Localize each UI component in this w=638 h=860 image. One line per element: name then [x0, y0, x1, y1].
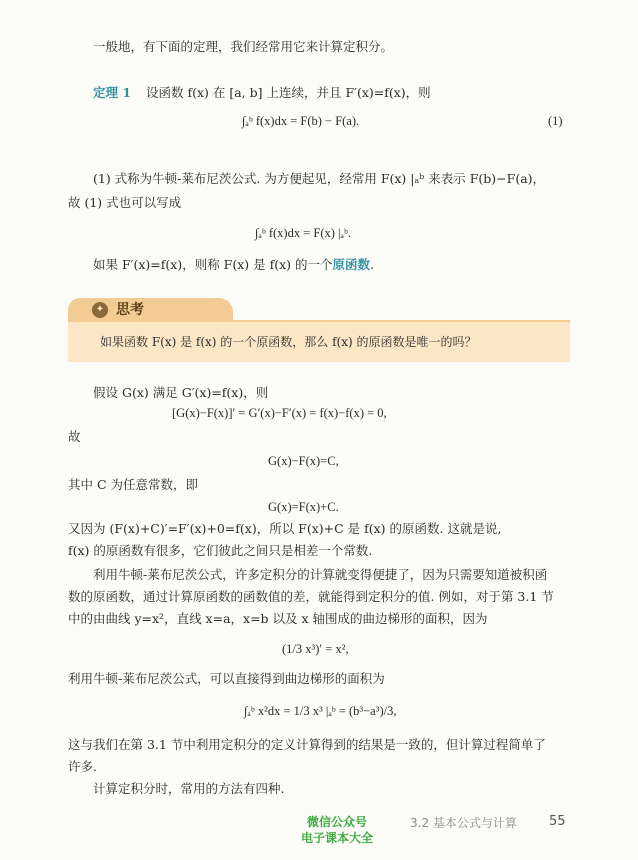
formula-general-primitive: G(x)=F(x)+C.	[268, 500, 339, 514]
paragraph-line: 利用牛顿-莱布尼茨公式，可以直接得到曲边梯形的面积为	[68, 671, 385, 686]
section-label: 3.2 基本公式与计算	[410, 816, 517, 830]
paragraph-line: 许多.	[68, 759, 97, 774]
formula-newton-leibniz: ∫ₐᵇ f(x)dx = F(b) − F(a).	[242, 114, 360, 128]
paragraph-line: 又因为 (F(x)+C)′=F′(x)+0=f(x)，所以 F(x)+C 是 f(x) 的原函数. 这就是说,	[68, 521, 502, 536]
lightbulb-icon: ✦	[92, 302, 108, 318]
paragraph-line: 故	[68, 429, 81, 444]
definition-line: 如果 F′(x)=f(x)，则称 F(x) 是 f(x) 的一个原函数.	[93, 257, 374, 272]
paragraph-line: 这与我们在第 3.1 节中利用定积分的定义计算得到的结果是一致的，但计算过程简单了	[68, 737, 546, 752]
formula-area-result: ∫ₐᵇ x²dx = 1/3 x³ |ₐᵇ = (b³−a³)/3,	[244, 704, 397, 718]
primitive-function-term: 原函数	[332, 257, 371, 272]
paragraph-line: 利用牛顿-莱布尼茨公式，许多定积分的计算就变得便捷了，因为只需要知道被积函	[93, 567, 548, 582]
formula-derivative-example: (1/3 x³)′ = x²,	[282, 642, 349, 656]
paragraph-line: f(x) 的原函数有很多，它们彼此之间只是相差一个常数.	[68, 543, 373, 558]
watermark: 微信公众号 电子课本大全	[300, 815, 373, 845]
theorem-label: 定理 1	[93, 85, 132, 100]
formula-constant-difference: G(x)−F(x)=C,	[268, 454, 339, 468]
paragraph-line: 其中 C 为任意常数，即	[68, 477, 199, 492]
definition-text: 如果 F′(x)=f(x)，则称 F(x) 是 f(x) 的一个	[93, 257, 333, 272]
think-title: 思考	[116, 302, 144, 318]
paragraph-line: 数的原函数，通过计算原函数的函数值的差，就能得到定积分的值. 例如，对于第 3.1 节	[68, 589, 554, 604]
formula-alt-form: ∫ₐᵇ f(x)dx = F(x) |ₐᵇ.	[255, 226, 351, 240]
paragraph-line: 故 (1) 式也可以写成	[68, 195, 182, 210]
paragraph-line: (1) 式称为牛顿-莱布尼茨公式. 为方便起见，经常用 F(x) |ₐᵇ 来表示 F(b)−F(a)，	[93, 171, 546, 186]
paragraph-line: 中的由曲线 y=x²，直线 x=a，x=b 以及 x 轴围成的曲边梯形的面积，因为	[68, 611, 488, 626]
think-question: 如果函数 F(x) 是 f(x) 的一个原函数，那么 f(x) 的原函数是唯一的吗？	[100, 335, 477, 349]
formula-derivative-difference: [G(x)−F(x)]′ = G′(x)−F′(x) = f(x)−f(x) = 0,	[172, 406, 387, 420]
formula-number: (1)	[548, 114, 563, 128]
paragraph-line: 假设 G(x) 满足 G′(x)=f(x)，则	[93, 385, 269, 400]
page-number: 55	[549, 814, 566, 829]
theorem-text: 设函数 f(x) 在 [a, b] 上连续，并且 F′(x)=f(x)，则	[146, 85, 431, 100]
intro-line: 一般地，有下面的定理，我们经常用它来计算定积分。	[93, 39, 394, 54]
paragraph-line: 计算定积分时，常用的方法有四种.	[93, 781, 285, 796]
